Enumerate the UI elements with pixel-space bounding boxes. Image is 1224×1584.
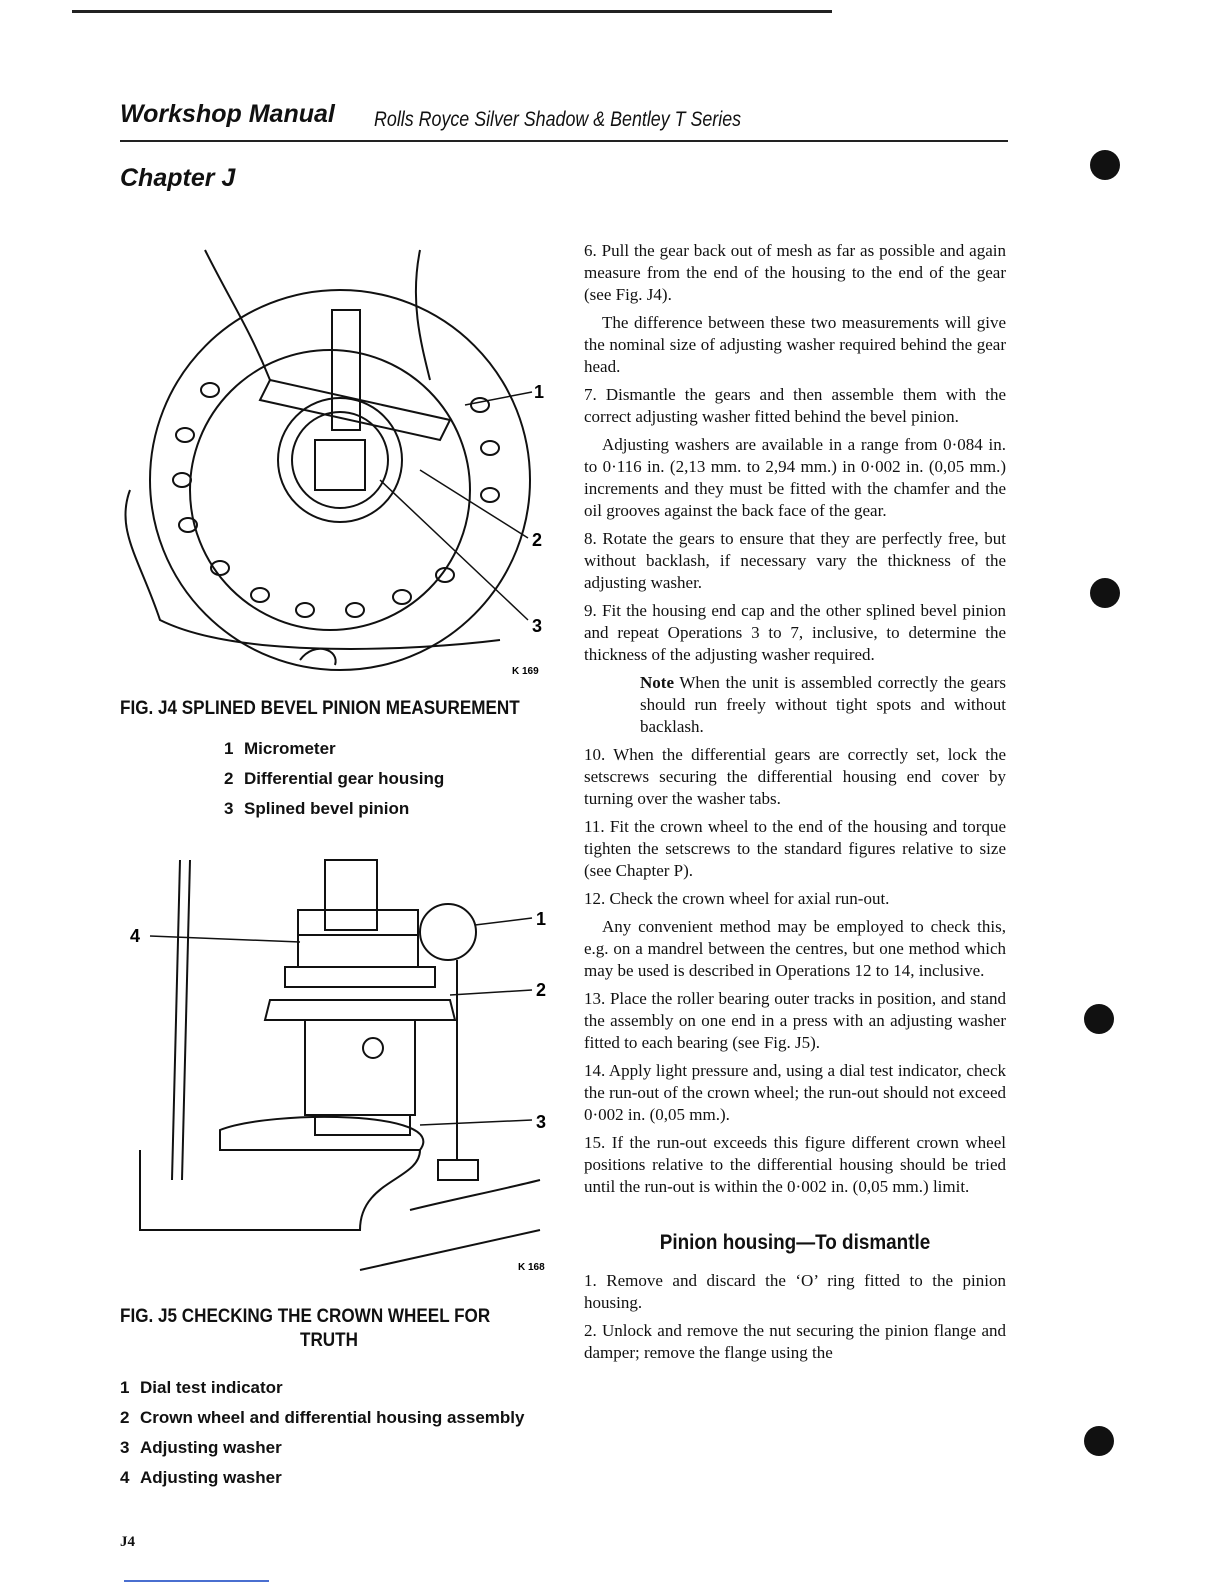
legend-item: 3 Splined bevel pinion: [224, 799, 410, 818]
binder-hole: [1090, 578, 1120, 608]
callout-1: 1: [534, 382, 545, 402]
top-rule: [72, 10, 832, 13]
paragraph: 11. Fit the crown wheel to the end of the housing and torque tighten the setscrews to the standard figures relative to size (see Chapter P).: [584, 817, 1006, 880]
callout-1: 1: [536, 909, 547, 929]
callout-3: 3: [532, 616, 543, 636]
callout-4: 4: [130, 926, 141, 946]
figure-caption-cont: TRUTH: [300, 1330, 358, 1351]
figure-ref: K 169: [512, 666, 539, 677]
figure-legend: [120, 1378, 524, 1498]
figure-j4: [120, 240, 560, 680]
paragraph: 10. When the differential gears are correctly set, lock the setscrews securing the differential housing end cover by turning over the washer tabs.: [584, 745, 1006, 808]
crown-wheel-illustration: [120, 850, 560, 1280]
figure-caption: FIG. J4 SPLINED BEVEL PINION MEASUREMENT: [120, 698, 520, 719]
legend-item: 1 Micrometer: [224, 739, 336, 758]
paragraph: 6. Pull the gear back out of mesh as far as possible and again measure from the end of the housing to the end of the gear (see Fig. J4).: [584, 241, 1006, 304]
figure-j5: [120, 850, 560, 1280]
manual-title: Workshop Manual: [120, 100, 335, 128]
paragraph: 14. Apply light pressure and, using a dial test indicator, check the run-out of the crown wheel; the run-out should not exceed 0·002 in. (0,05 mm.).: [584, 1061, 1006, 1124]
callout-3: 3: [536, 1112, 547, 1132]
paragraph: The difference between these two measurements will give the nominal size of adjusting washer required behind the gear head.: [584, 313, 1006, 376]
page-number: J4: [120, 1534, 135, 1550]
manual-subtitle: Rolls Royce Silver Shadow & Bentley T Series: [374, 108, 742, 131]
legend-item: 2 Differential gear housing: [224, 769, 445, 788]
note-key: Note: [640, 673, 674, 692]
paragraph: 8. Rotate the gears to ensure that they are perfectly free, but without backlash, if necessary vary the thickness of the adjusting washer.: [584, 529, 1006, 592]
header-rule: [120, 140, 1008, 142]
binder-hole: [1084, 1004, 1114, 1034]
note-text: When the unit is assembled correctly the gears should run freely without tight spots and without backlash.: [640, 673, 1006, 736]
splined-pinion-illustration: [120, 240, 560, 680]
figure-legend: [224, 739, 444, 829]
figure-caption: FIG. J5 CHECKING THE CROWN WHEEL FOR: [120, 1306, 491, 1327]
callout-2: 2: [532, 530, 543, 550]
paragraph: 1. Remove and discard the ‘O’ ring fitted to the pinion housing.: [584, 1271, 1006, 1312]
section-heading: Pinion housing—To dismantle: [659, 1231, 931, 1254]
paragraph: 2. Unlock and remove the nut securing the pinion flange and damper; remove the flange using the: [584, 1321, 1006, 1362]
paragraph: Adjusting washers are available in a range from 0·084 in. to 0·116 in. (2,13 mm. to 2,94 mm.) in 0·002 in. (0,05 mm.) increments and they must be fitted with the chamfer and the oil grooves against the back face of the gear.: [584, 435, 1006, 520]
paragraph: 12. Check the crown wheel for axial run-out.: [584, 889, 890, 908]
chapter-title: Chapter J: [120, 164, 236, 192]
note: [640, 672, 1006, 738]
bottom-rule: [124, 1580, 269, 1582]
paragraph: 15. If the run-out exceeds this figure different crown wheel positions relative to the differential housing should be tried until the run-out is within the 0·002 in. (0,05 mm.) limit.: [584, 1133, 1006, 1196]
paragraph: Any convenient method may be employed to check this, e.g. on a mandrel between the centres, but one method which may be used is described in Operations 12 to 14, inclusive.: [584, 917, 1006, 980]
paragraph: 9. Fit the housing end cap and the other splined bevel pinion and repeat Operations 3 to 7, inclusive, to determine the thickness of the adjusting washer required.: [584, 601, 1006, 664]
paragraph: 7. Dismantle the gears and then assemble them with the correct adjusting washer fitted behind the bevel pinion.: [584, 385, 1006, 426]
binder-hole: [1084, 1426, 1114, 1456]
legend-item: 4 Adjusting washer: [120, 1468, 282, 1487]
legend-item: 1 Dial test indicator: [120, 1378, 283, 1397]
legend-item: 3 Adjusting washer: [120, 1438, 282, 1457]
figure-ref: K 168: [518, 1262, 545, 1273]
callout-2: 2: [536, 980, 547, 1000]
legend-item: 2 Crown wheel and differential housing assembly: [120, 1408, 525, 1427]
binder-hole: [1090, 150, 1120, 180]
body-text: [584, 240, 1006, 1370]
paragraph: 13. Place the roller bearing outer tracks in position, and stand the assembly on one end in a press with an adjusting washer fitted to each bearing (see Fig. J5).: [584, 989, 1006, 1052]
